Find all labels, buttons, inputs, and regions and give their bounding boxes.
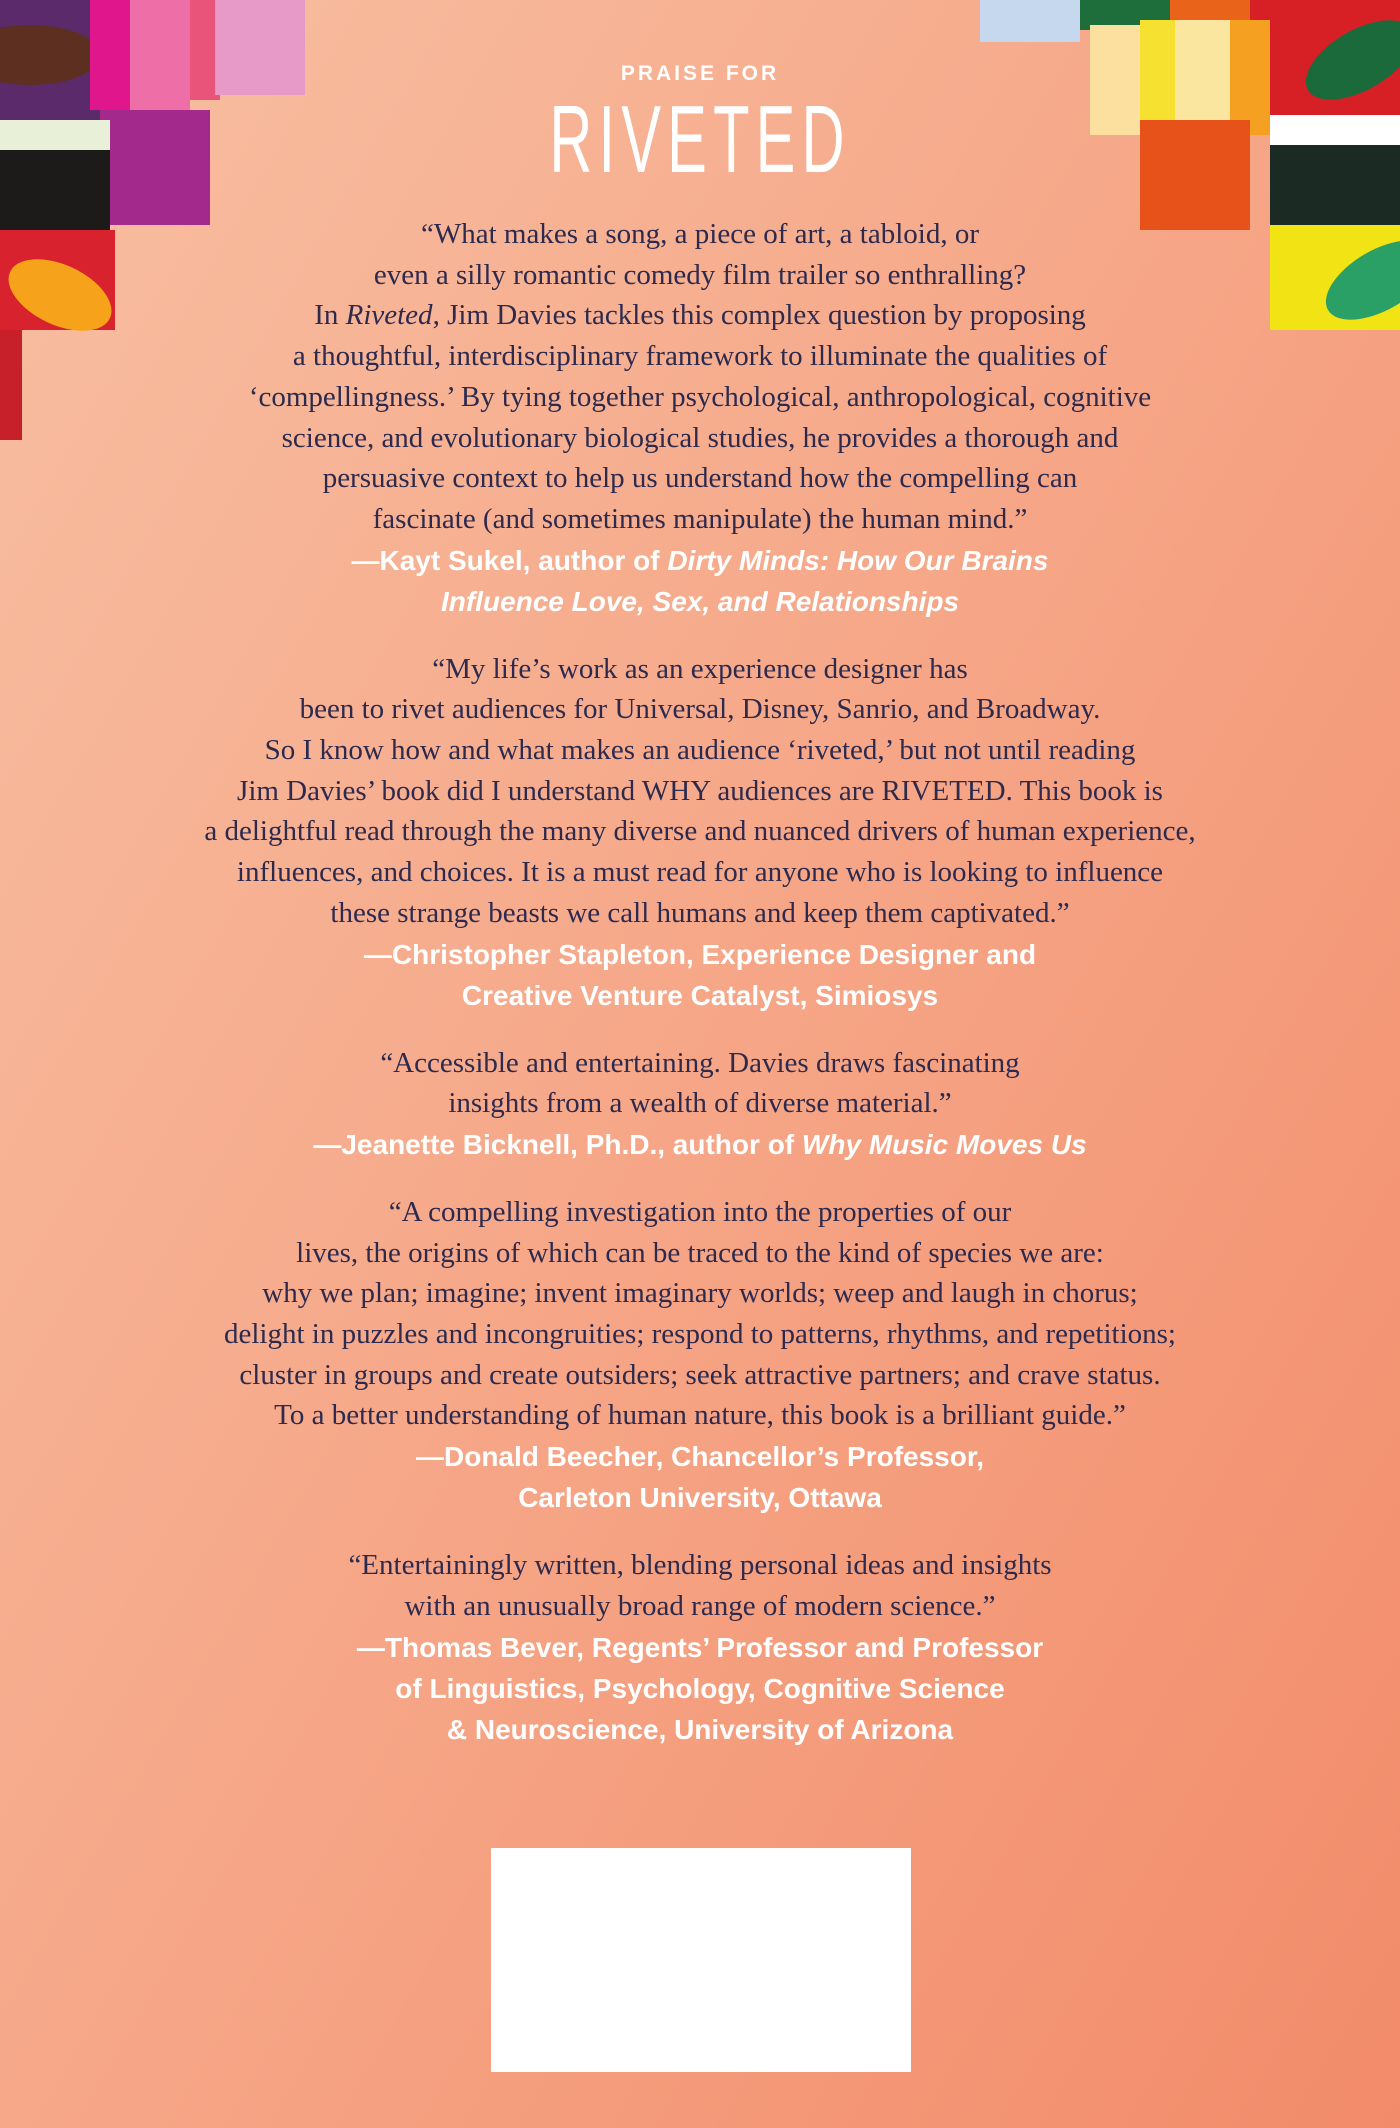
blurb xyxy=(100,214,1300,622)
blurb xyxy=(100,1545,1300,1749)
blurb xyxy=(100,649,1300,1016)
blurb-attribution xyxy=(100,1124,1300,1165)
quote-book-title: Riveted xyxy=(345,299,433,332)
barcode-placeholder xyxy=(491,1848,911,2072)
blurb-attribution: —Donald Beecher, Chancellor’s Professor, Carleton University, Ottawa xyxy=(416,1441,984,1514)
blurb-attribution: —Christopher Stapleton, Experience Designer and Creative Venture Catalyst, Simiosys xyxy=(363,938,1037,1011)
blurb-quote: “Accessible and entertaining. Davies draws fascinating insights from a wealth of diverse material.” xyxy=(380,1046,1020,1120)
praise-for-label: PRAISE FOR xyxy=(620,62,780,85)
book-title: RIVETED xyxy=(549,86,851,193)
blurb-quote: “My life’s work as an experience designer has been to rivet audiences for Universal, Disney, Sanrio, and Broadway. So I know how and what makes an audience ‘riveted,’ but not until reading Jim Davies’ book did I understand WHY audiences are RIVETED. This book is a delightful read through the many diverse and nuanced drivers of human experience, influences, and choices. It is a must read for anyone who is looking to influence these strange beasts we call humans and keep them captivated.” xyxy=(204,652,1196,929)
blurb xyxy=(100,1043,1300,1165)
blurb-quote: “Entertainingly written, blending personal ideas and insights with an unusually broad range of modern science.” xyxy=(348,1549,1052,1622)
blurb-quote xyxy=(100,214,1300,540)
quote-text: , Jim Davies tackles this complex question by proposing a thoughtful, interdisciplinary framework to illuminate the qualities of ‘compellingness.’ By tying together psychological, anthropological, cognitive science, and evolutionary biological studies, he provides a thorough and persuasive context to help us understand how the compelling can fascinate (and sometimes manipulate) the human mind.” xyxy=(248,299,1152,535)
quote-text: “What makes a song, a piece of art, a tabloid, or even a silly romantic comedy film trailer so enthralling? In xyxy=(314,218,1027,332)
blurb-quote: “A compelling investigation into the properties of our lives, the origins of which can be traced to the kind of species we are: why we plan; imagine; invent imaginary worlds; weep and laugh in chorus; delight in puzzles and incongruities; respond to patterns, rhythms, and repetitions; cluster in groups and create outsiders; seek attractive partners; and crave status. To a better understanding of human nature, this book is a brilliant guide.” xyxy=(224,1195,1176,1432)
blurb-attribution xyxy=(100,540,1300,622)
blurb xyxy=(100,1192,1300,1518)
blurb-attribution: —Thomas Bever, Regents’ Professor and Professor of Linguistics, Psychology, Cognitive Science & Neuroscience, University of Arizona xyxy=(356,1631,1044,1745)
attribution-text: —Kayt Sukel, author of xyxy=(351,544,668,576)
attribution-book-title: Why Music Moves Us xyxy=(801,1128,1087,1160)
attribution-text: —Jeanette Bicknell, Ph.D., author of xyxy=(313,1128,802,1160)
attribution-book-title: Dirty Minds: How Our Brains Influence Love, Sex, and Relationships xyxy=(440,544,1049,617)
blurbs xyxy=(100,214,1300,1777)
header xyxy=(0,62,1400,193)
